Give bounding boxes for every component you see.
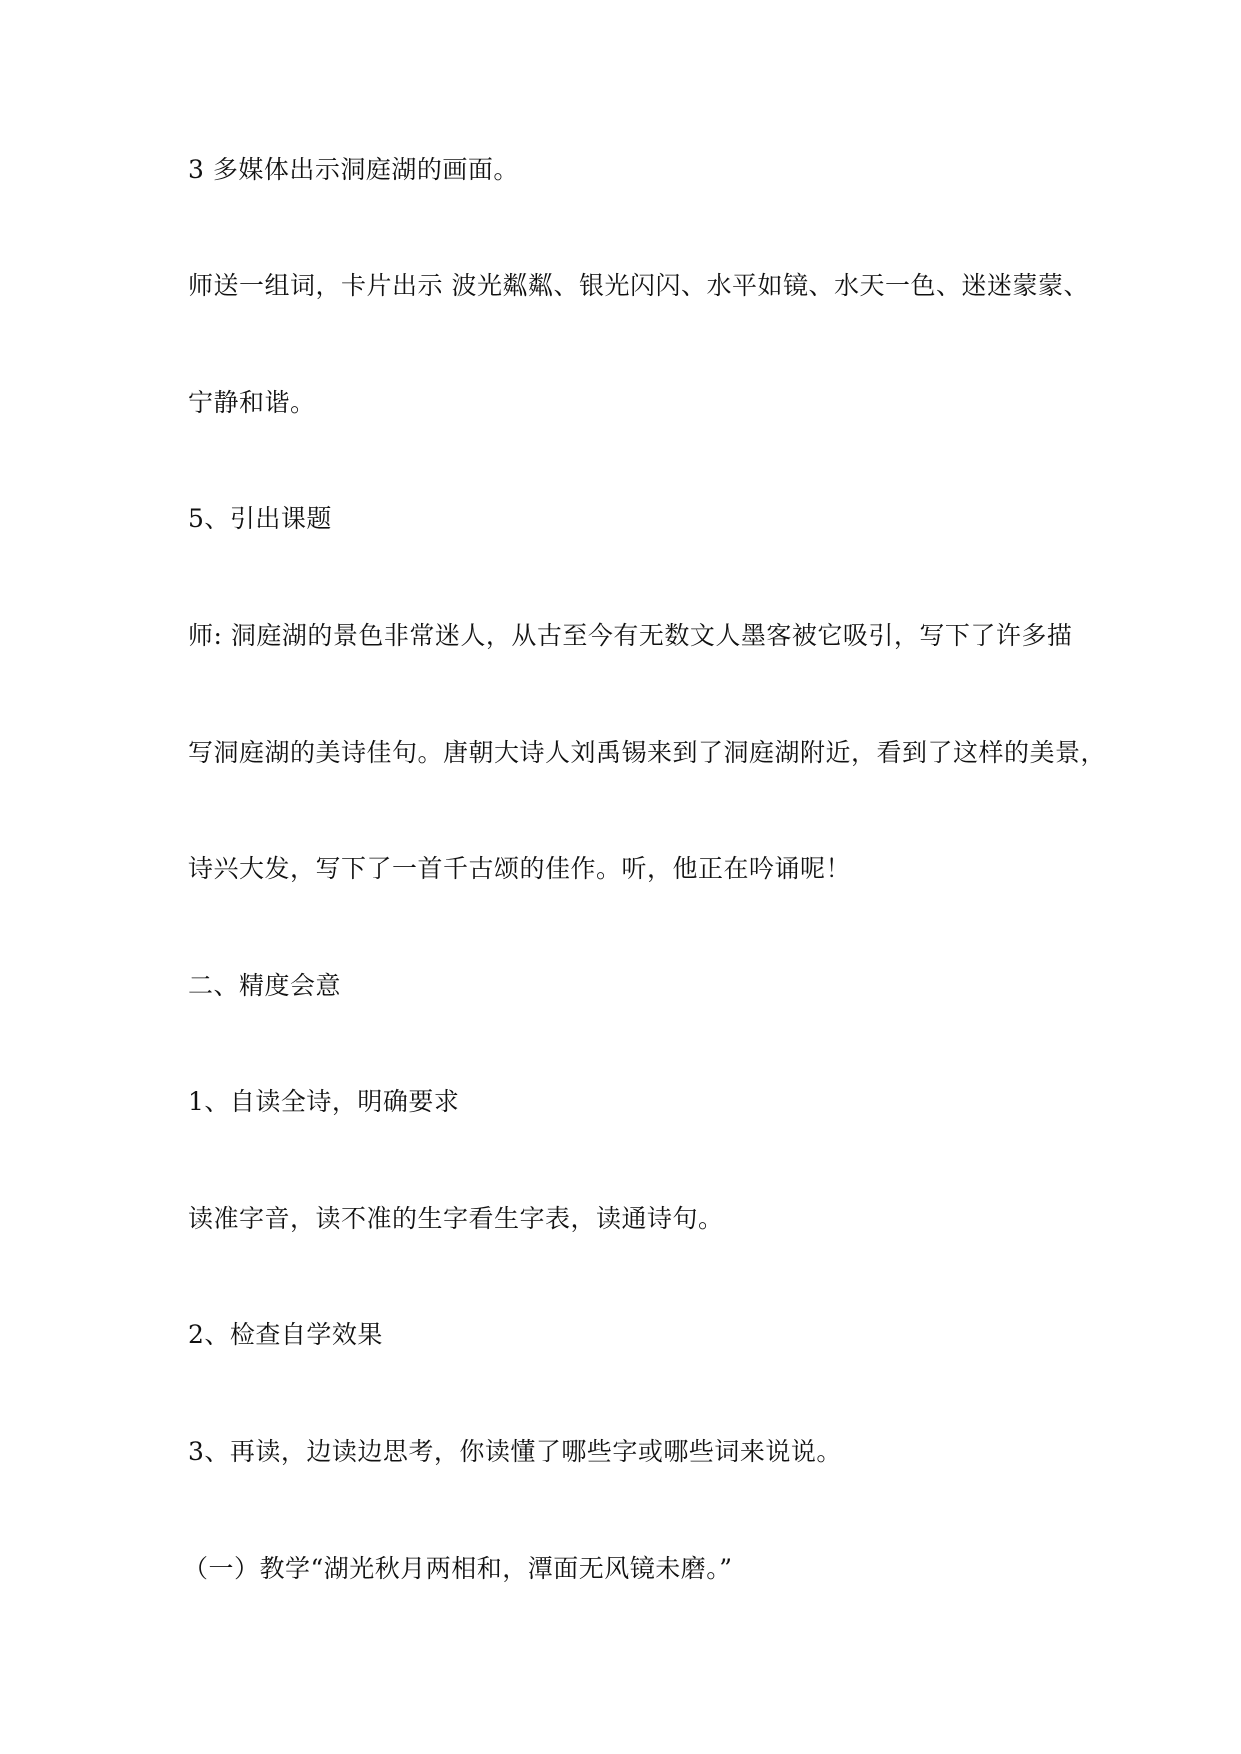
paragraph-word-cards: 师送一组词，卡片出示 波光粼粼、银光闪闪、水平如镜、水天一色、迷迷蒙蒙、 <box>188 271 1089 300</box>
heading-introduce-topic: 5、引出课题 <box>188 504 332 533</box>
paragraph-teacher-intro: 师: 洞庭湖的景色非常迷人，从古至今有无数文人墨客被它吸引，写下了许多描 <box>188 621 1073 650</box>
heading-reread: 3、再读，边读边思考，你读懂了哪些字或哪些词来说说。 <box>188 1437 842 1466</box>
paragraph-teacher-intro-2: 写洞庭湖的美诗佳句。唐朝大诗人刘禹锡来到了洞庭湖附近，看到了这样的美景， <box>188 738 1107 767</box>
heading-check-results: 2、检查自学效果 <box>188 1320 383 1349</box>
heading-teaching-part-1: （一）教学“湖光秋月两相和，潭面无风镜未磨。” <box>183 1554 733 1583</box>
paragraph-read-requirements: 读准字音，读不准的生字看生字表，读通诗句。 <box>188 1204 724 1233</box>
paragraph-multimedia: 3 多媒体出示洞庭湖的画面。 <box>188 155 519 184</box>
section-heading-2: 二、精度会意 <box>188 971 342 1000</box>
paragraph-teacher-intro-3: 诗兴大发，写下了一首千古颂的佳作。听，他正在吟诵呢！ <box>188 854 852 883</box>
paragraph-word-cards-cont: 宁静和谐。 <box>188 388 316 417</box>
heading-self-read: 1、自读全诗，明确要求 <box>188 1087 460 1116</box>
